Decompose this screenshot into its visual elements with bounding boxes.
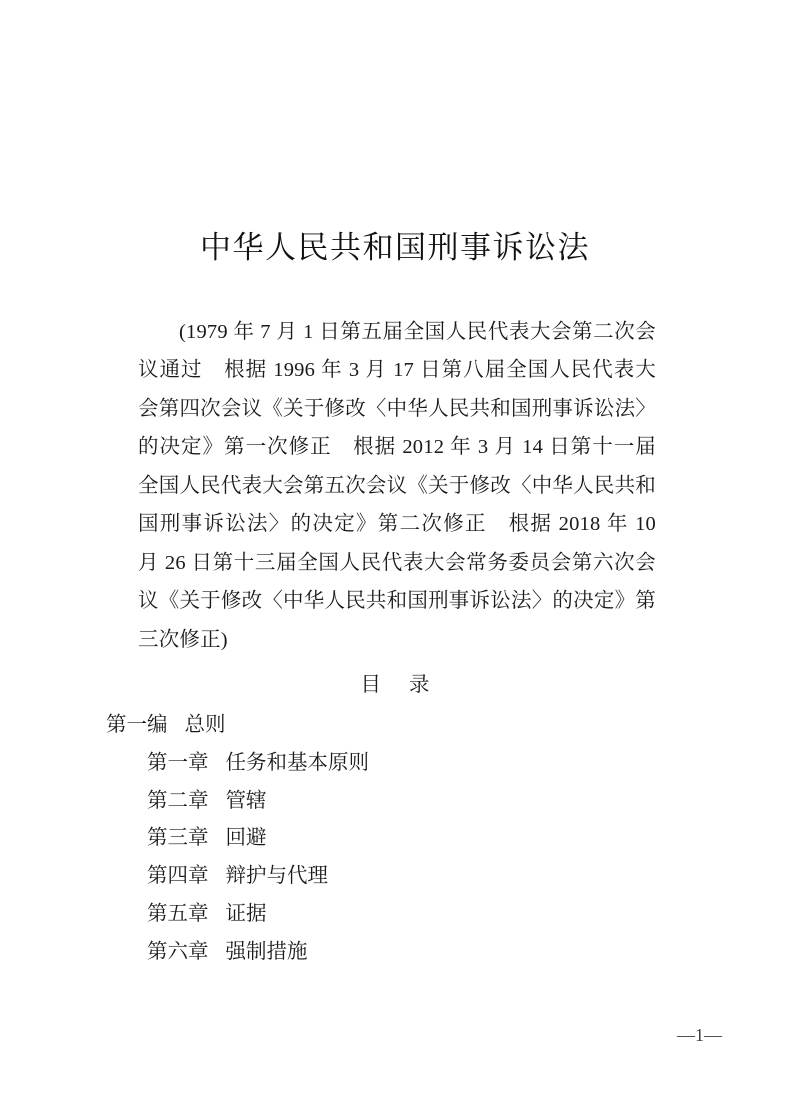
table-of-contents <box>106 707 666 972</box>
toc-entry[interactable] <box>106 783 666 821</box>
toc-entry[interactable] <box>106 934 666 972</box>
toc-entry-title: 任务和基本原则 <box>225 751 369 774</box>
toc-entry-title: 证据 <box>225 902 267 925</box>
toc-entry-number: 第一编 <box>106 714 168 736</box>
toc-entry[interactable] <box>106 858 666 896</box>
toc-entry[interactable] <box>106 896 666 934</box>
toc-heading-char-left: 目 <box>360 674 381 696</box>
toc-entry-title: 强制措施 <box>225 940 308 963</box>
toc-heading-char-right: 录 <box>409 674 430 696</box>
page-number: —1— <box>677 1025 722 1045</box>
toc-entry[interactable] <box>106 707 666 745</box>
toc-entry-number: 第五章 <box>147 902 209 925</box>
toc-entry-title: 回避 <box>225 827 267 850</box>
toc-entry[interactable] <box>106 745 666 783</box>
toc-entry-title: 辩护与代理 <box>225 865 328 888</box>
toc-entry-number: 第三章 <box>147 827 209 850</box>
page-title: 中华人民共和国刑事诉讼法 <box>200 229 590 265</box>
toc-entry-title: 管辖 <box>225 789 267 812</box>
preamble-paragraph: (1979 年 7 月 1 日第五届全国人民代表大会第二次会议通过 根据 1996 年 3 月 17 日第八届全国人民代表大会第四次会议《关于修改〈中华人民共和国刑事诉讼法〉的决定》第一次修正 根据 2012 年 3 月 14 日第十一届全国人民代表大会第五次会议《关于修改〈中华人民共和国刑事诉讼法〉的决定》第二次修正 根据 2018 年 10 月 26 日第十三届全国人民代表大会常务委员会第六次会议《关于修改〈中华人民共和国刑事诉讼法〉的决定》第三次修正) <box>138 320 656 651</box>
toc-heading <box>0 670 790 700</box>
toc-entry-number: 第六章 <box>147 940 209 963</box>
toc-entry[interactable] <box>106 820 666 858</box>
toc-entry-number: 第四章 <box>147 865 209 888</box>
toc-entry-title: 总则 <box>184 714 226 736</box>
toc-entry-number: 第二章 <box>147 789 209 812</box>
toc-entry-number: 第一章 <box>147 751 209 774</box>
